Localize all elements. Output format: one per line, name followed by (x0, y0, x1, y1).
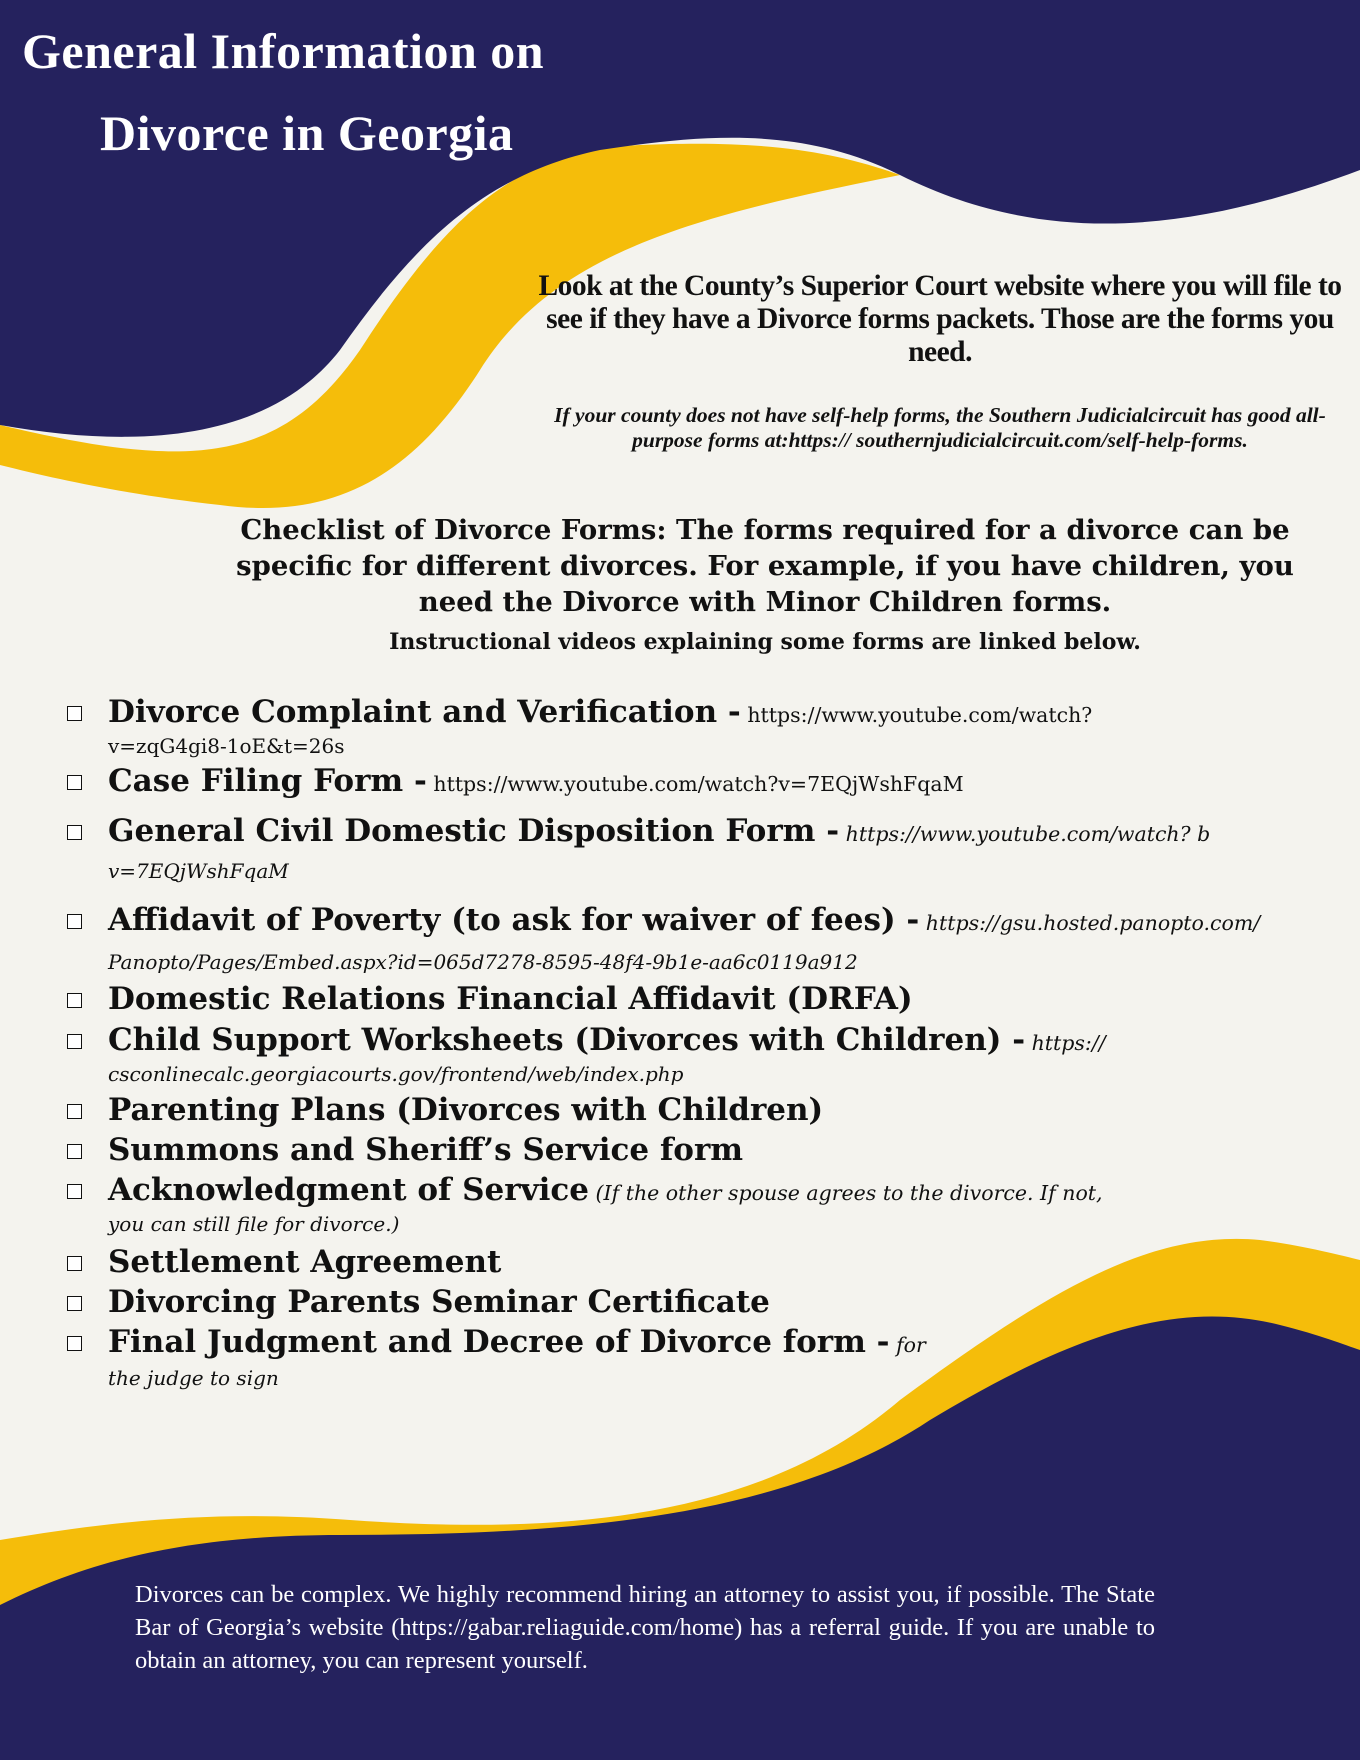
item-link-continued[interactable]: csconlinecalc.georgiacourts.gov/frontend/web/index.php (108, 1062, 684, 1086)
checkbox-icon[interactable] (67, 1034, 82, 1049)
footer-text: Divorces can be complex. We highly recommend hiring an attorney to assist you, if possible. The State Bar of Georgia’s website (https://gabar.reliaguide.com/home) has a referral guide. If you are unable to obtain an attorney, you can represent yourself. (135, 1581, 1155, 1674)
item-link[interactable]: https:// (1025, 1031, 1106, 1055)
item-title: Domestic Relations Financial Affidavit (DRFA) (108, 981, 913, 1017)
checkbox-icon[interactable] (67, 914, 82, 929)
checkbox-icon[interactable] (67, 1184, 82, 1199)
item-link[interactable]: https://gsu.hosted.panopto.com/ (919, 911, 1261, 935)
item-link[interactable]: https://www.youtube.com/watch?v=7EQjWshFqaM (426, 772, 964, 796)
checklist-subheading: Instructional videos explaining some forms are linked below. (389, 629, 1141, 655)
checkbox-icon[interactable] (67, 1104, 82, 1119)
item-link[interactable]: https://www.youtube.com/watch? (740, 703, 1093, 727)
item-link[interactable]: https://www.youtube.com/watch? b (839, 822, 1211, 846)
item-title: Child Support Worksheets (Divorces with Children) - (108, 1022, 1026, 1058)
item-title: Divorcing Parents Seminar Certificate (108, 1284, 770, 1320)
item-link-continued[interactable]: v=7EQjWshFqaM (108, 859, 289, 883)
item-note: (If the other spouse agrees to the divorce. If not, (588, 1181, 1103, 1205)
item-title: Final Judgment and Decree of Divorce form - (108, 1324, 890, 1360)
checkbox-icon[interactable] (67, 775, 82, 790)
item-note-continued: the judge to sign (108, 1366, 279, 1390)
intro-note: If your county does not have self-help forms, the Southern Judicialcircuit has good all-purpose forms at:https:// southernjudicialcircuit.com/self-help-forms. (554, 403, 1326, 452)
checkbox-icon[interactable] (67, 706, 82, 721)
checkbox-icon[interactable] (67, 1336, 82, 1351)
item-title: Affidavit of Poverty (to ask for waiver of fees) - (108, 902, 920, 938)
item-title: General Civil Domestic Disposition Form - (108, 813, 840, 849)
checkbox-icon[interactable] (67, 1296, 82, 1311)
item-title: Summons and Sheriff’s Service form (108, 1132, 744, 1168)
item-title: Settlement Agreement (108, 1244, 502, 1280)
checkbox-icon[interactable] (67, 1256, 82, 1271)
checkbox-icon[interactable] (67, 825, 82, 840)
item-title: Case Filing Form - (108, 763, 427, 799)
page-title-line-1: General Information on (22, 23, 545, 79)
checkbox-icon[interactable] (67, 993, 82, 1008)
item-title: Acknowledgment of Service (108, 1172, 589, 1208)
item-note-continued: you can still file for divorce.) (108, 1212, 400, 1236)
intro-text: Look at the County’s Superior Court website where you will file to see if they have a Divorce forms packets. Those are the forms you need. (538, 270, 1342, 368)
item-title: Divorce Complaint and Verification - (108, 694, 741, 730)
page-title-line-2: Divorce in Georgia (100, 105, 514, 161)
checklist-heading: Checklist of Divorce Forms: The forms required for a divorce can be specific for different divorces. For example, if you have children, you need the Divorce with Minor Children forms. (236, 514, 1294, 618)
item-link-continued[interactable]: v=zqG4gi8-1oE&t=26s (108, 734, 345, 758)
checkbox-icon[interactable] (67, 1144, 82, 1159)
item-link-continued[interactable]: Panopto/Pages/Embed.aspx?id=065d7278-8595-48f4-9b1e-aa6c0119a912 (108, 950, 858, 974)
item-title: Parenting Plans (Divorces with Children) (108, 1092, 824, 1128)
item-note: for (889, 1333, 926, 1357)
